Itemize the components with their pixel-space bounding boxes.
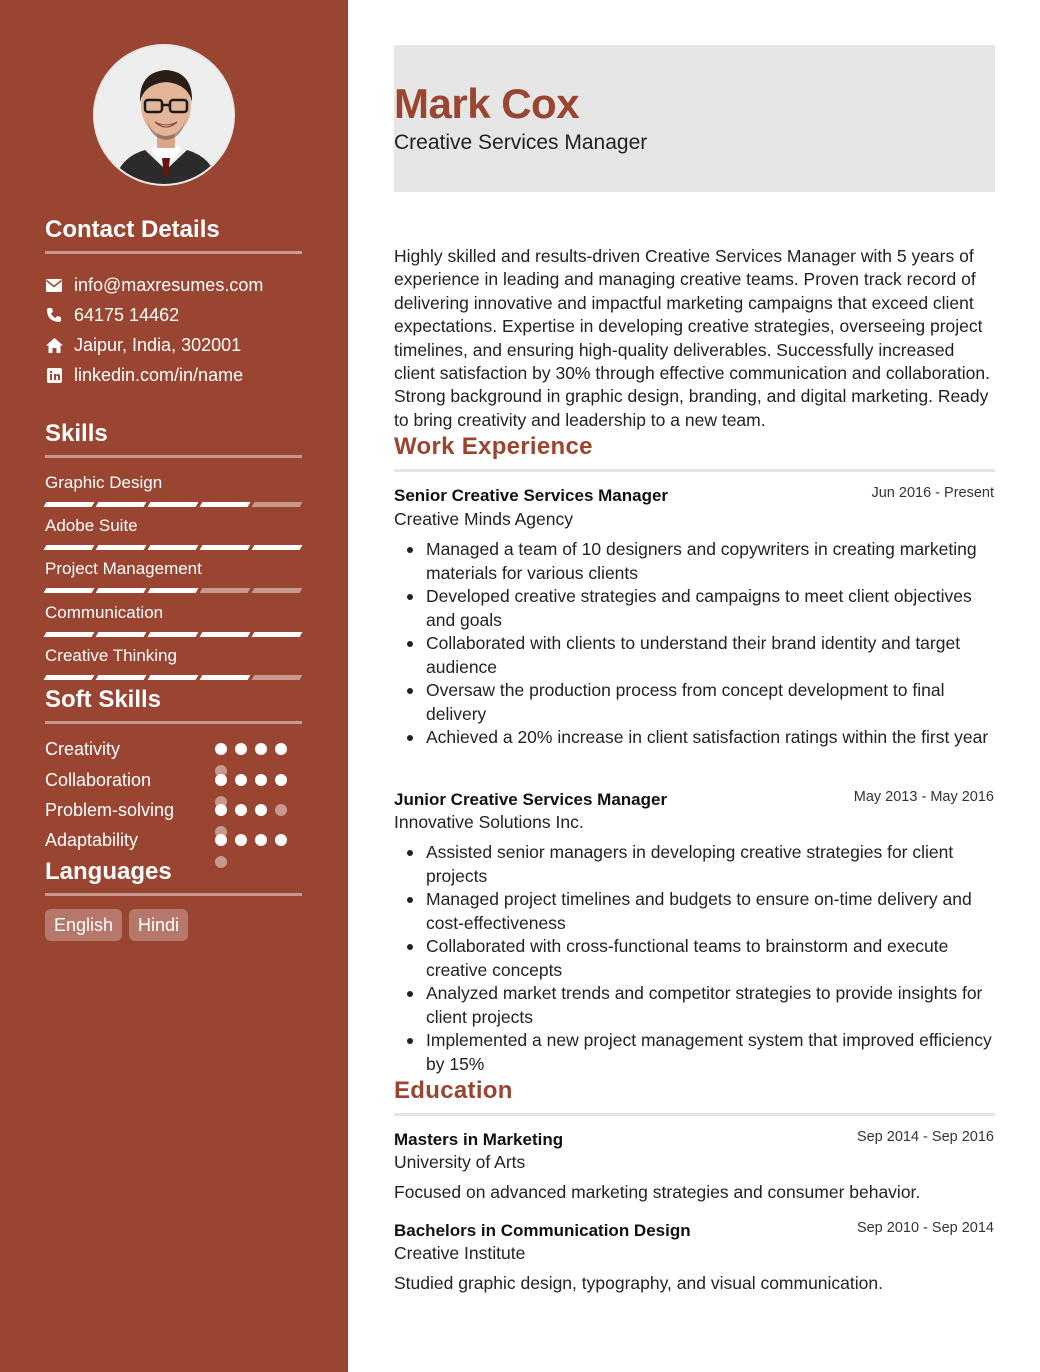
- school-name: University of Arts: [394, 1152, 526, 1172]
- skill-level-segment: [148, 545, 199, 550]
- skill-name: Communication: [45, 603, 164, 622]
- skill-level-segment: [148, 502, 199, 507]
- job-bullets: [394, 841, 998, 1076]
- soft-skill-name: Creativity: [45, 739, 121, 759]
- contact-email-text: info@maxresumes.com: [74, 274, 264, 295]
- soft-skill-dot: [215, 834, 227, 846]
- skill-level-segment: [200, 675, 251, 680]
- envelope-icon: [45, 276, 63, 294]
- job-company: Innovative Solutions Inc.: [394, 812, 584, 832]
- skill-level-segment: [200, 545, 251, 550]
- skill-bar: [45, 588, 301, 593]
- skill-level-segment: [44, 545, 95, 550]
- contact-heading: Contact Details: [45, 217, 302, 254]
- skill-level-segment: [44, 588, 95, 593]
- skill-name: Creative Thinking: [45, 646, 177, 665]
- job-title: Senior Creative Services Manager: [394, 486, 669, 505]
- soft-skill-dot: [275, 774, 287, 786]
- soft-skill-dot: [235, 774, 247, 786]
- contact-address: [45, 334, 241, 356]
- skill-level-segment: [252, 675, 303, 680]
- skill-level-segment: [252, 632, 303, 637]
- soft-skill-dot: [215, 743, 227, 755]
- skill-name: Graphic Design: [45, 473, 163, 492]
- education-description: Focused on advanced marketing strategies and consumer behavior.: [394, 1182, 921, 1202]
- bullet-item: Collaborated with cross-functional teams to brainstorm and execute creative concepts: [394, 935, 998, 982]
- languages-heading: Languages: [45, 859, 302, 896]
- phone-icon: [45, 306, 63, 324]
- degree-title: Masters in Marketing: [394, 1130, 564, 1149]
- contact-email[interactable]: [45, 274, 263, 296]
- bullet-item: Managed a team of 10 designers and copywriters in creating marketing materials for various clients: [394, 538, 998, 585]
- degree-date: Sep 2014 - Sep 2016: [856, 1129, 994, 1145]
- skill-level-segment: [148, 675, 199, 680]
- sidebar: [0, 0, 348, 1372]
- skill-bar: [45, 632, 301, 637]
- skill-bar: [45, 502, 301, 507]
- skill-level-segment: [200, 588, 251, 593]
- candidate-name: Mark Cox: [394, 80, 580, 127]
- skill-bar: [45, 545, 301, 550]
- contact-linkedin-text: linkedin.com/in/name: [74, 364, 244, 385]
- contact-linkedin[interactable]: [45, 364, 243, 386]
- skill-level-segment: [252, 588, 303, 593]
- soft-skill-dot: [275, 743, 287, 755]
- soft-skill-name: Adaptability: [45, 830, 139, 850]
- home-icon: [45, 336, 63, 354]
- skill-level-segment: [96, 632, 147, 637]
- soft-skill-dot: [215, 804, 227, 816]
- job-bullets: [394, 538, 998, 750]
- soft-skill-dot: [275, 804, 287, 816]
- soft-skill-dot: [235, 834, 247, 846]
- contact-phone-text: 64175 14462: [74, 304, 180, 325]
- skill-level-segment: [96, 588, 147, 593]
- skill-bar: [45, 675, 301, 680]
- linkedin-icon: [45, 366, 63, 384]
- soft-skill-name: Problem-solving: [45, 800, 175, 820]
- skill-level-segment: [44, 675, 95, 680]
- job-date: Jun 2016 - Present: [871, 485, 994, 501]
- bullet-item: Implemented a new project management system that improved efficiency by 15%: [394, 1029, 998, 1076]
- skill-level-segment: [44, 632, 95, 637]
- bullet-item: Developed creative strategies and campaigns to meet client objectives and goals: [394, 585, 998, 632]
- job-title: Junior Creative Services Manager: [394, 790, 668, 809]
- soft-skill-dot: [215, 774, 227, 786]
- bullet-item: Analyzed market trends and competitor strategies to provide insights for client projects: [394, 982, 998, 1029]
- job-date: May 2013 - May 2016: [853, 789, 994, 805]
- skill-level-segment: [44, 502, 95, 507]
- skill-level-segment: [200, 502, 251, 507]
- skill-level-segment: [96, 675, 147, 680]
- skill-level-segment: [200, 632, 251, 637]
- candidate-title: Creative Services Manager: [394, 131, 648, 154]
- profile-photo: [95, 46, 235, 186]
- skill-name: Project Management: [45, 559, 202, 578]
- soft-skill-dot: [255, 743, 267, 755]
- summary: Highly skilled and results-driven Creative Services Manager with 5 years of experience in leading and managing creative teams. Proven track record of delivering innovative and impactful marketing campaigns that exceed client expectations. Expertise in developing creative strategies, overseeing project timelines, and ensuring high-quality deliverables. Successfully increased client satisfaction by 30% through effective communication and collaboration. Strong background in graphic design, branding, and digital marketing. Ready to bring creativity and leadership to a new team.: [394, 246, 990, 430]
- skill-level-segment: [96, 545, 147, 550]
- soft-skills-heading: Soft Skills: [45, 687, 302, 724]
- skill-level-segment: [96, 502, 147, 507]
- bullet-item: Assisted senior managers in developing creative strategies for client projects: [394, 841, 998, 888]
- skills-heading: Skills: [45, 421, 302, 458]
- education-description: Studied graphic design, typography, and visual communication.: [394, 1273, 883, 1293]
- contact-phone[interactable]: [45, 304, 179, 326]
- degree-title: Bachelors in Communication Design: [394, 1221, 691, 1240]
- soft-skill-dot: [255, 834, 267, 846]
- school-name: Creative Institute: [394, 1243, 526, 1263]
- bullet-item: Collaborated with clients to understand their brand identity and target audience: [394, 632, 998, 679]
- bullet-item: Achieved a 20% increase in client satisfaction ratings within the first year: [394, 726, 998, 750]
- soft-skill-dot: [255, 804, 267, 816]
- soft-skill-dot: [235, 743, 247, 755]
- job-company: Creative Minds Agency: [394, 509, 573, 529]
- bullet-item: Managed project timelines and budgets to ensure on-time delivery and cost-effectiveness: [394, 888, 998, 935]
- education-heading: Education: [394, 1077, 995, 1116]
- soft-skill-dot: [275, 834, 287, 846]
- skill-level-segment: [148, 588, 199, 593]
- contact-address-text: Jaipur, India, 302001: [74, 334, 242, 355]
- soft-skill-name: Collaboration: [45, 770, 152, 790]
- skill-name: Adobe Suite: [45, 516, 138, 535]
- language-tag: English: [45, 909, 122, 941]
- soft-skill-dot: [235, 804, 247, 816]
- bullet-item: Oversaw the production process from concept development to final delivery: [394, 679, 998, 726]
- skill-level-segment: [252, 502, 303, 507]
- degree-date: Sep 2010 - Sep 2014: [856, 1220, 994, 1236]
- avatar: [93, 44, 235, 186]
- skill-level-segment: [252, 545, 303, 550]
- soft-skill-dot: [255, 774, 267, 786]
- skill-level-segment: [148, 632, 199, 637]
- work-heading: Work Experience: [394, 433, 995, 472]
- language-tag: Hindi: [129, 909, 188, 941]
